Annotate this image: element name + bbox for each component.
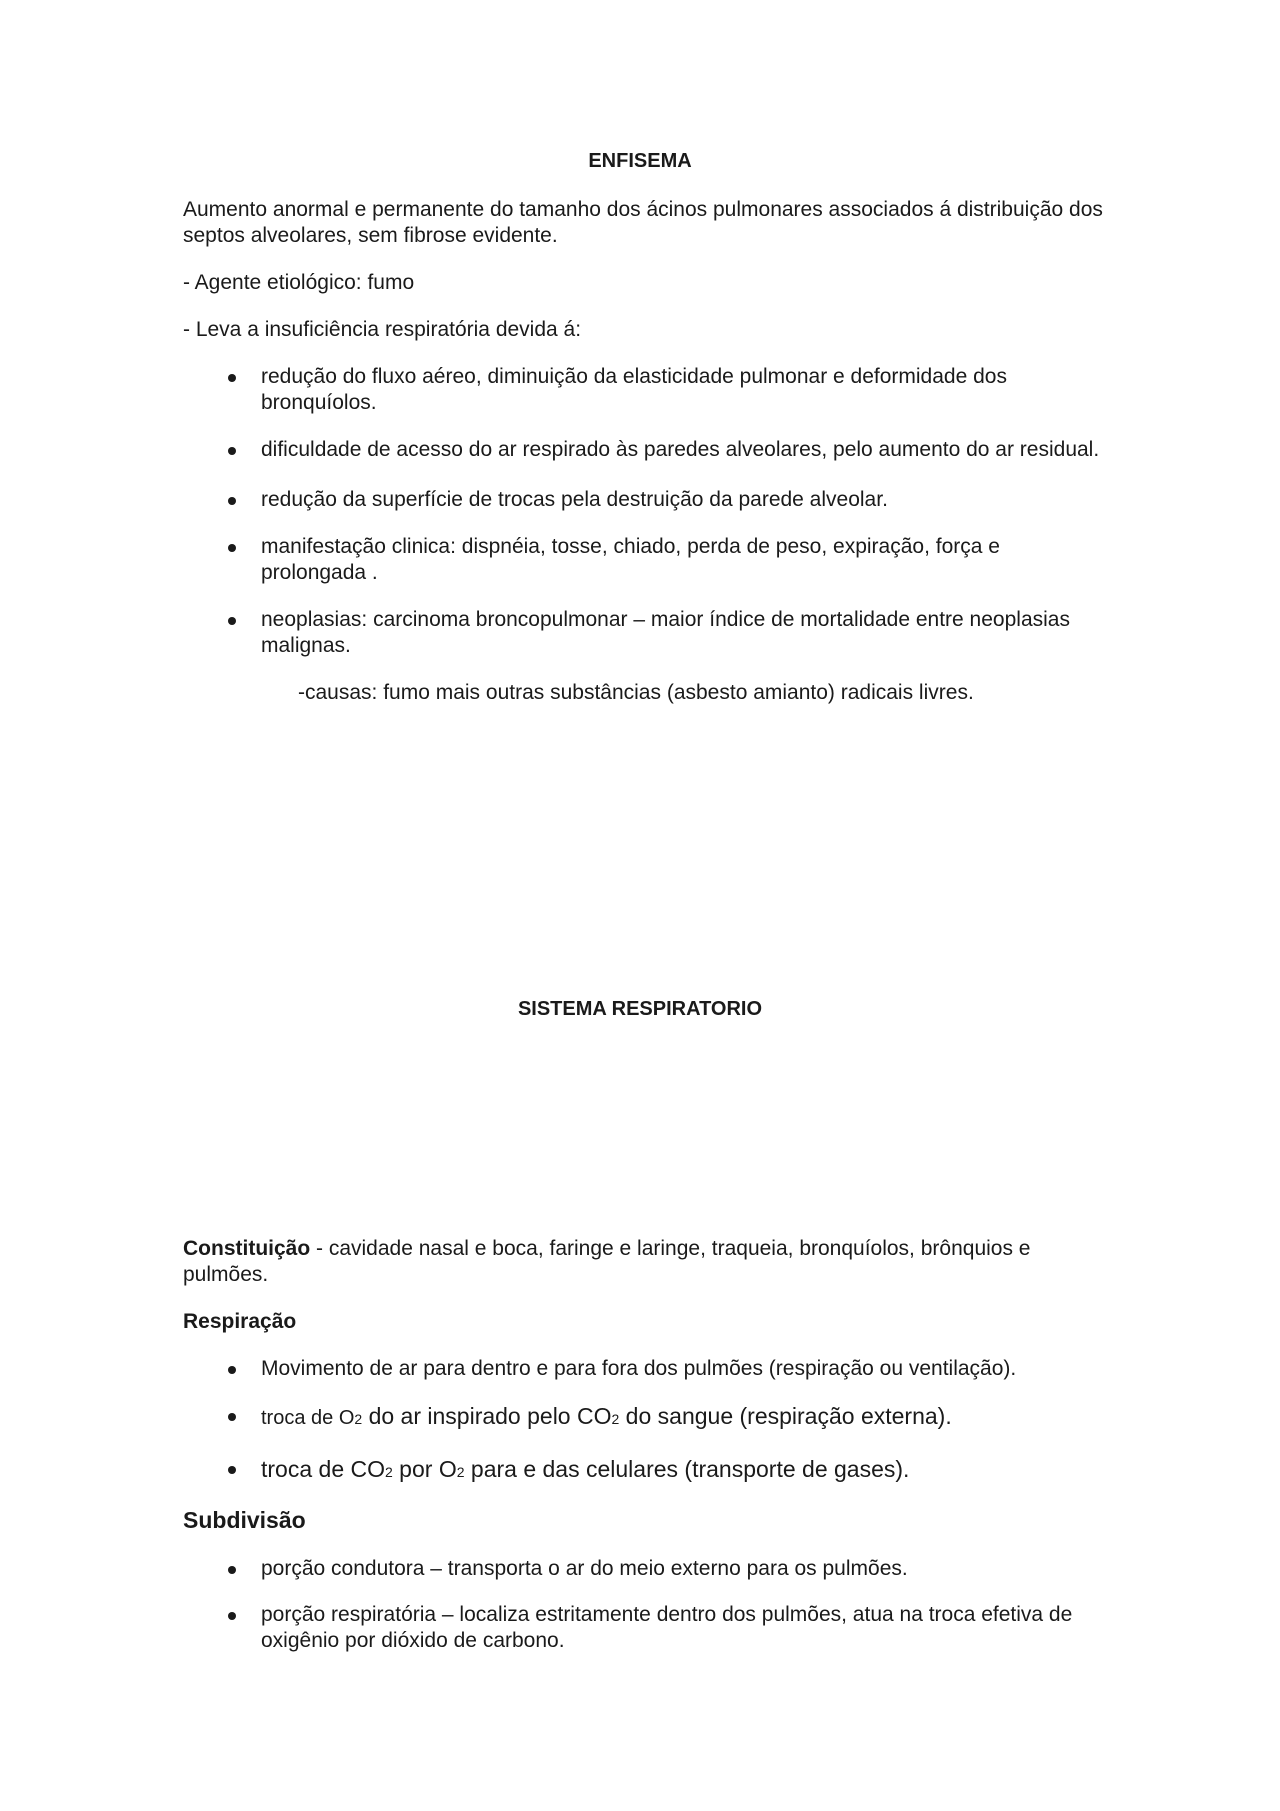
subscript-2: 2 — [385, 1464, 393, 1480]
respiracao-heading: Respiração — [183, 1310, 297, 1333]
list-item-text: redução do fluxo aéreo, diminuição da elasticidade pulmonar e deformidade dos bronquíolos. — [261, 365, 1007, 414]
list-item-text: porção condutora – transporta o ar do meio externo para os pulmões. — [261, 1557, 908, 1580]
list-item — [183, 1356, 1103, 1382]
leads-to-line: - Leva a insuficiência respiratória devida á: — [183, 318, 582, 341]
list-item — [183, 607, 1103, 659]
list-item — [183, 1602, 1103, 1654]
subdivisao-heading: Subdivisão — [183, 1507, 306, 1533]
respiracao-bullet-list — [183, 1356, 1103, 1486]
list-item — [183, 1556, 1103, 1582]
subscript-2: 2 — [611, 1411, 620, 1427]
etiologic-agent: - Agente etiológico: fumo — [183, 271, 415, 294]
section-title-enfisema: ENFISEMA — [588, 150, 692, 172]
co2-exchange-end: para e das celulares (transporte de gases). — [464, 1456, 910, 1482]
constituicao-label: Constituição — [183, 1237, 311, 1260]
subdivisao-bullet-list — [183, 1556, 1103, 1654]
bullet-icon — [228, 1566, 236, 1574]
enfisema-body — [183, 197, 1103, 706]
subscript-2: 2 — [456, 1464, 465, 1480]
bullet-icon — [228, 544, 236, 552]
list-item — [183, 437, 1103, 463]
bullet-icon — [228, 1612, 236, 1620]
o2-exchange-lead: troca de O — [261, 1407, 355, 1429]
o2-exchange-end: do sangue (respiração externa). — [619, 1403, 952, 1429]
bullet-icon — [228, 497, 236, 505]
sistema-respiratorio-body — [183, 1236, 1103, 1654]
constituicao-text: - cavidade nasal e boca, faringe e laringe, traqueia, bronquíolos, brônquios e pulmões. — [183, 1237, 1031, 1286]
subscript-2: 2 — [354, 1411, 363, 1427]
constituicao-paragraph — [183, 1236, 1103, 1288]
causes-line: -causas: fumo mais outras substâncias (asbesto amianto) radicais livres. — [298, 681, 974, 704]
list-item — [183, 364, 1103, 416]
enfisema-definition: Aumento anormal e permanente do tamanho dos ácinos pulmonares associados á distribuição dos septos alveolares, sem fibrose evidente. — [183, 198, 1103, 247]
list-item — [183, 1402, 1103, 1433]
bullet-icon — [228, 1366, 236, 1374]
bullet-icon — [228, 374, 236, 382]
list-item-text: neoplasias: carcinoma broncopulmonar – maior índice de mortalidade entre neoplasias malignas. — [261, 608, 1070, 657]
list-item-text: dificuldade de acesso do ar respirado às paredes alveolares, pelo aumento do ar residual. — [261, 438, 1100, 461]
bullet-icon — [228, 447, 236, 455]
o2-exchange-mid: do ar inspirado pelo CO — [362, 1403, 612, 1429]
list-item — [183, 1455, 1103, 1486]
bullet-icon — [228, 1413, 236, 1421]
bullet-icon — [228, 1466, 236, 1474]
co2-exchange-lead: troca de CO — [261, 1456, 385, 1482]
bullet-icon — [228, 617, 236, 625]
section-title-sistema-respiratorio: SISTEMA RESPIRATORIO — [517, 998, 763, 1020]
co2-exchange-mid: por O — [392, 1456, 457, 1482]
list-item-text: redução da superfície de trocas pela destruição da parede alveolar. — [261, 488, 888, 511]
list-item — [183, 534, 1103, 586]
list-item-text: porção respiratória – localiza estritamente dentro dos pulmões, atua na troca efetiva de oxigênio por dióxido de carbono. — [261, 1603, 1073, 1652]
enfisema-bullet-list — [183, 364, 1103, 659]
list-item-text: manifestação clinica: dispnéia, tosse, chiado, perda de peso, expiração, força e prolongada . — [261, 535, 1000, 584]
list-item-text: Movimento de ar para dentro e para fora dos pulmões (respiração ou ventilação). — [261, 1357, 1017, 1380]
list-item — [183, 487, 1103, 513]
